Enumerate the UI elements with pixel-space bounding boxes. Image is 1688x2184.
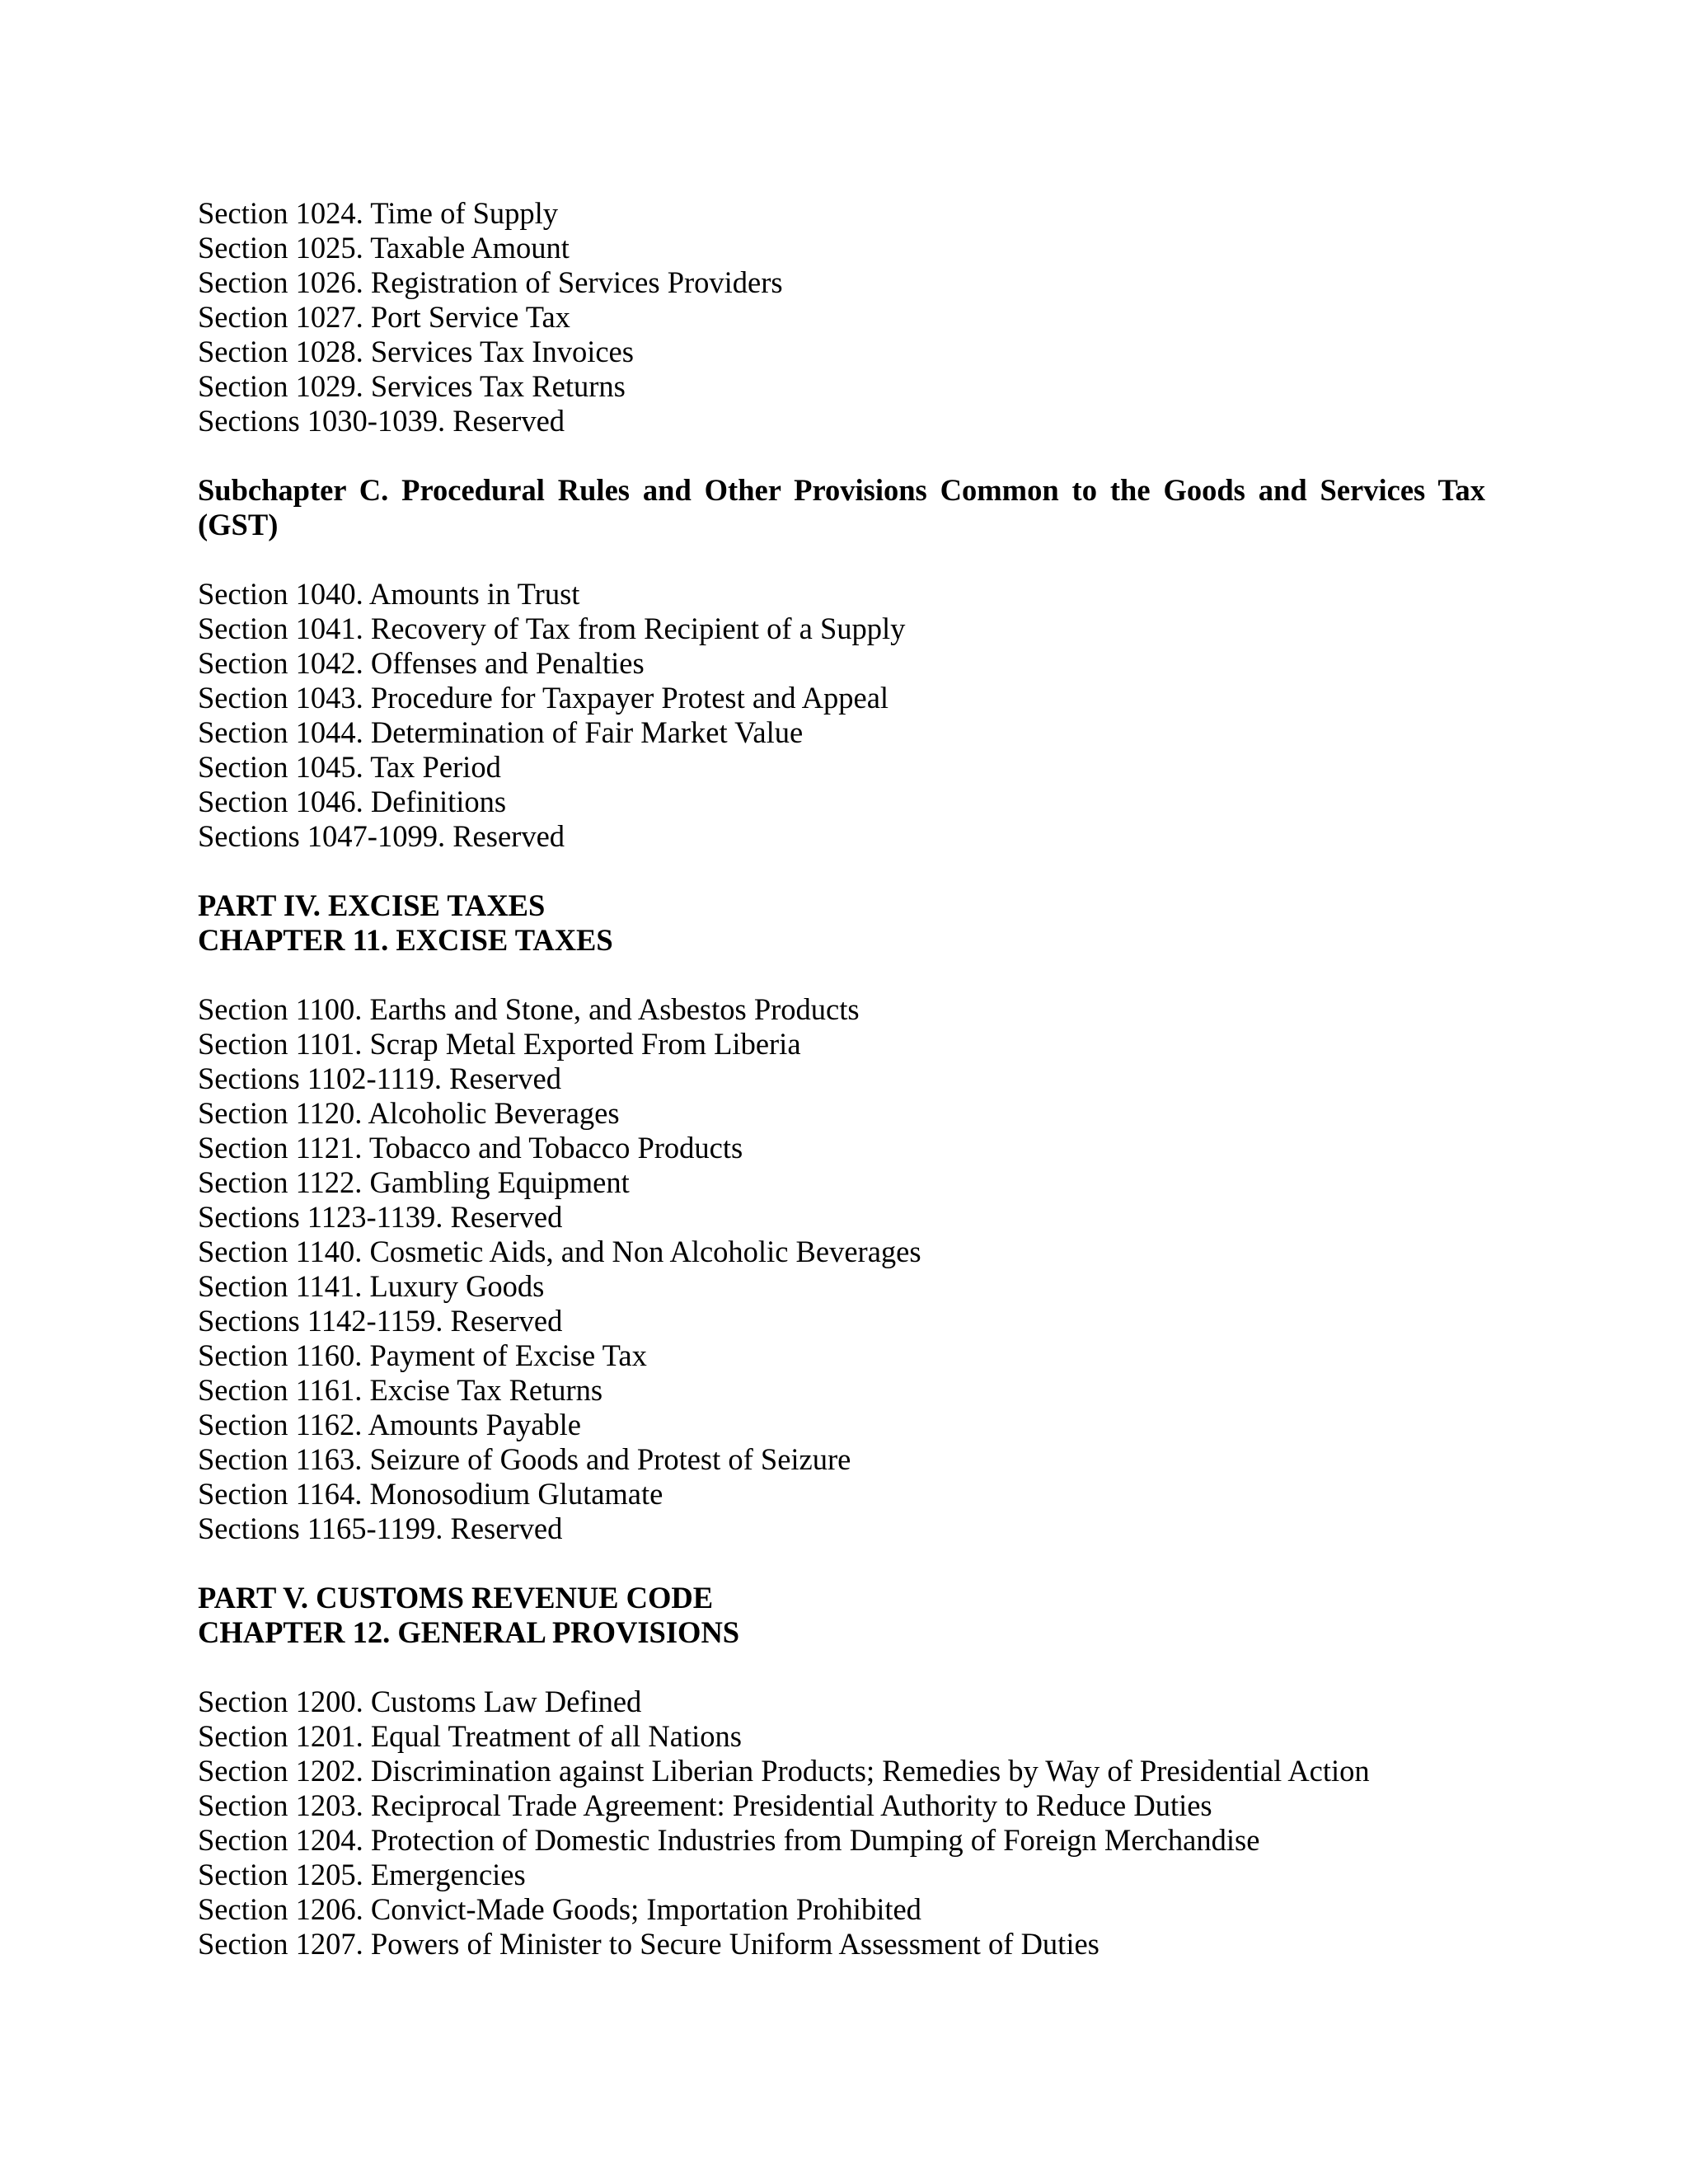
section-entry: Sections 1047-1099. Reserved [198, 819, 565, 853]
section-entry: Section 1206. Convict-Made Goods; Importation Prohibited [198, 1892, 921, 1926]
spacer [198, 854, 1485, 888]
spacer [198, 1650, 1485, 1685]
spacer [198, 438, 1485, 473]
section-entry: Section 1045. Tax Period [198, 750, 501, 784]
section-entry: Section 1201. Equal Treatment of all Nations [198, 1719, 742, 1753]
section-entry: Section 1029. Services Tax Returns [198, 369, 626, 403]
spacer [198, 1546, 1485, 1581]
section-entry: Section 1164. Monosodium Glutamate [198, 1477, 663, 1511]
chapter-heading: CHAPTER 12. GENERAL PROVISIONS [198, 1615, 740, 1649]
section-entry: Section 1101. Scrap Metal Exported From Liberia [198, 1027, 801, 1061]
part-heading: PART IV. EXCISE TAXES [198, 888, 546, 922]
section-entry: Sections 1102-1119. Reserved [198, 1062, 561, 1095]
section-entry: Section 1207. Powers of Minister to Secure Uniform Assessment of Duties [198, 1927, 1100, 1961]
document-page [198, 196, 1485, 1961]
section-entry: Sections 1142-1159. Reserved [198, 1304, 563, 1338]
section-entry: Section 1026. Registration of Services Providers [198, 265, 783, 299]
section-entry: Section 1161. Excise Tax Returns [198, 1373, 603, 1407]
section-entry: Section 1044. Determination of Fair Market Value [198, 715, 804, 749]
section-entry: Section 1040. Amounts in Trust [198, 577, 580, 611]
section-entry: Section 1140. Cosmetic Aids, and Non Alcoholic Beverages [198, 1235, 921, 1268]
section-entry: Section 1041. Recovery of Tax from Recipient of a Supply [198, 612, 906, 645]
section-entry: Sections 1030-1039. Reserved [198, 404, 565, 438]
section-entry: Section 1122. Gambling Equipment [198, 1165, 630, 1199]
section-entry: Section 1205. Emergencies [198, 1858, 526, 1891]
chapter-heading: CHAPTER 11. EXCISE TAXES [198, 923, 613, 957]
section-list [198, 1685, 1485, 1961]
subchapter-heading: Subchapter C. Procedural Rules and Other Provisions Common to the Goods and Services Tax (GST) [198, 473, 1485, 541]
section-entry: Section 1200. Customs Law Defined [198, 1685, 642, 1718]
section-list [198, 992, 1485, 1546]
section-entry: Section 1027. Port Service Tax [198, 300, 570, 334]
section-entry: Section 1042. Offenses and Penalties [198, 646, 645, 680]
section-entry: Section 1028. Services Tax Invoices [198, 335, 634, 368]
section-entry: Section 1043. Procedure for Taxpayer Protest and Appeal [198, 681, 889, 715]
section-entry: Section 1024. Time of Supply [198, 196, 559, 230]
section-entry: Section 1141. Luxury Goods [198, 1269, 545, 1303]
section-entry: Sections 1123-1139. Reserved [198, 1200, 563, 1234]
part-heading: PART V. CUSTOMS REVENUE CODE [198, 1581, 714, 1615]
section-entry: Section 1160. Payment of Excise Tax [198, 1338, 647, 1372]
section-entry: Section 1100. Earths and Stone, and Asbestos Products [198, 992, 860, 1026]
section-entry: Sections 1165-1199. Reserved [198, 1511, 563, 1545]
section-entry: Section 1202. Discrimination against Liberian Products; Remedies by Way of Presidential Action [198, 1754, 1370, 1788]
section-entry: Section 1204. Protection of Domestic Industries from Dumping of Foreign Merchandise [198, 1823, 1260, 1857]
section-entry: Section 1046. Definitions [198, 785, 507, 818]
section-entry: Section 1120. Alcoholic Beverages [198, 1096, 620, 1130]
section-list [198, 196, 1485, 438]
spacer [198, 958, 1485, 992]
section-entry: Section 1025. Taxable Amount [198, 231, 570, 265]
section-list [198, 577, 1485, 854]
spacer [198, 542, 1485, 577]
section-entry: Section 1162. Amounts Payable [198, 1408, 582, 1441]
section-entry: Section 1203. Reciprocal Trade Agreement: Presidential Authority to Reduce Duties [198, 1788, 1212, 1822]
section-entry: Section 1121. Tobacco and Tobacco Products [198, 1131, 743, 1165]
section-entry: Section 1163. Seizure of Goods and Protest of Seizure [198, 1442, 851, 1476]
